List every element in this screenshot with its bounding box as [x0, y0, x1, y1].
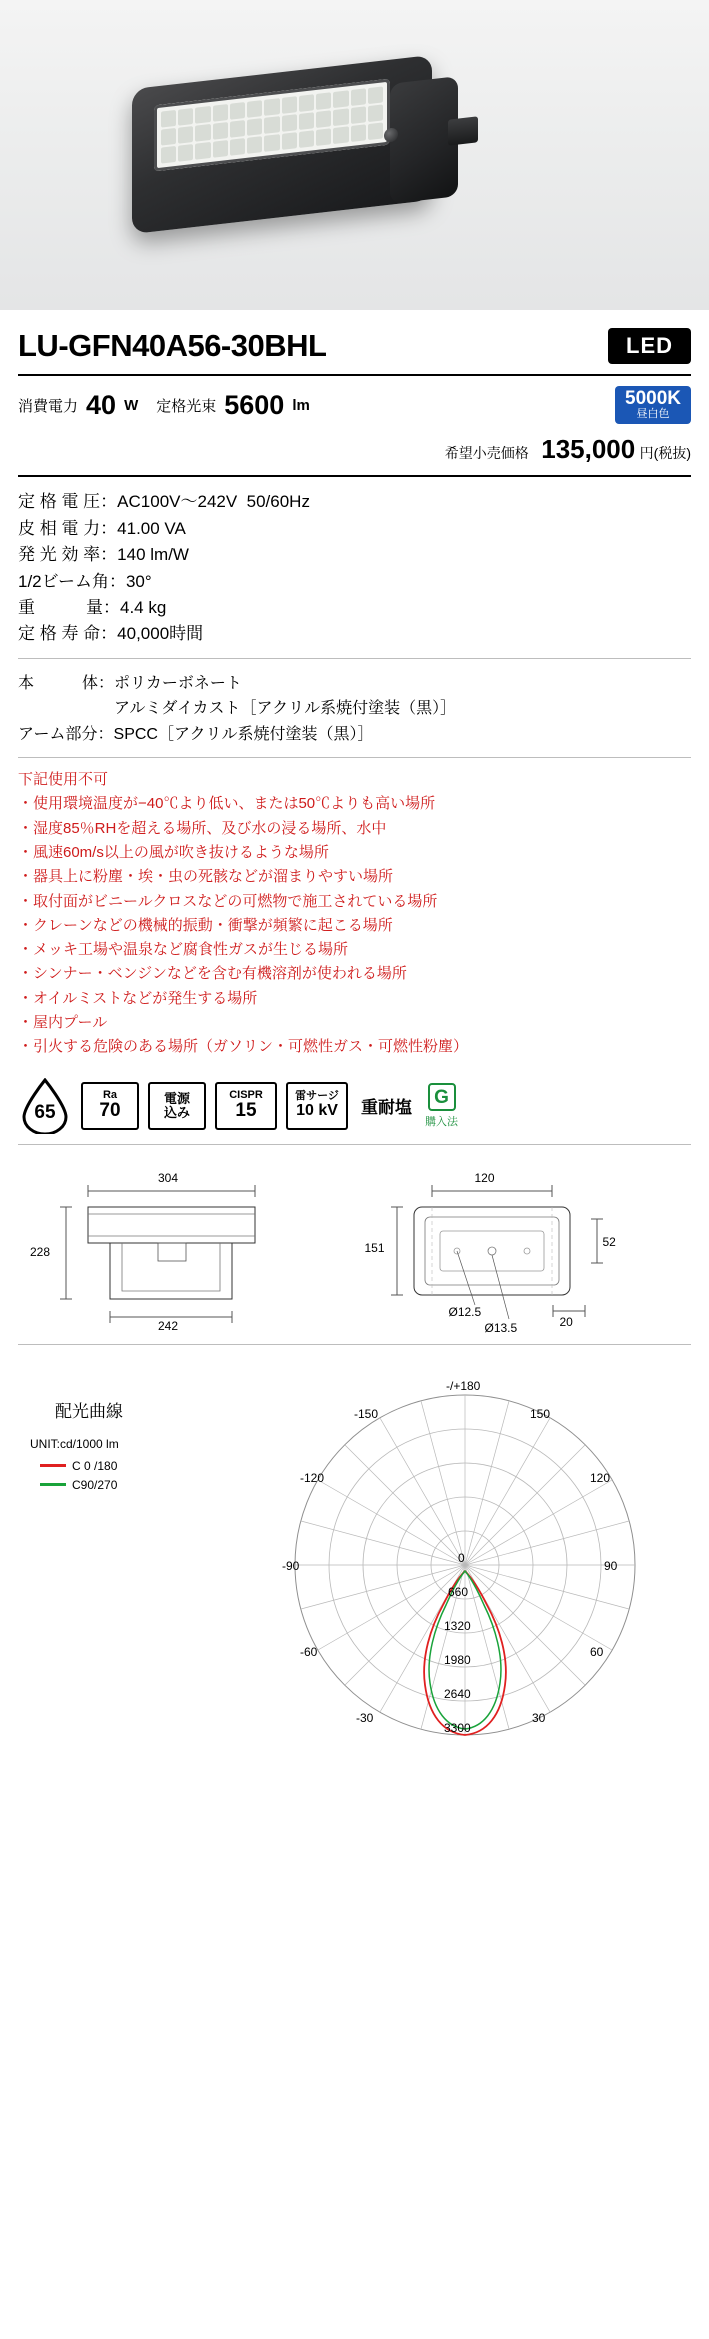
legend-swatch-c0 — [40, 1464, 66, 1467]
flux-label: 定格光束 — [156, 397, 217, 415]
dim-top-height: 151 — [364, 1240, 385, 1255]
material-body-2: アルミダイカスト［アクリル系焼付塗装（黒）］ — [18, 700, 457, 718]
water-drop-icon — [18, 1078, 72, 1134]
chart-title: 配光曲線 — [55, 1401, 123, 1421]
power-builtin-badge — [148, 1082, 206, 1130]
salt-resistant-badge: 重耐塩 — [361, 1098, 412, 1118]
chart-unit: UNIT:cd/1000 lm — [30, 1436, 119, 1451]
price-row — [0, 430, 709, 475]
legend-item-c0 — [40, 1459, 117, 1473]
ra-label: Ra — [102, 1088, 118, 1101]
spec-efficacy: 発 光 効 率：140 lm/W — [18, 545, 189, 565]
product-photo — [0, 0, 709, 310]
ip-rating-badge — [18, 1078, 72, 1134]
power-label: 消費電力 — [18, 397, 79, 415]
angle-label-neg30: -30 — [356, 1710, 374, 1725]
power-value: 40 — [86, 389, 117, 420]
color-temperature-badge — [615, 386, 691, 424]
headline-specs — [0, 376, 709, 430]
caution-section — [0, 758, 709, 1065]
ra-value: 70 — [99, 1100, 121, 1122]
price-unit: 円(税抜) — [639, 445, 691, 462]
radial-tick-2640: 2640 — [444, 1686, 471, 1701]
material-arm: アーム部分：SPCC［アクリル系焼付塗装（黒）］ — [18, 725, 374, 743]
cispr-value: 15 — [235, 1100, 257, 1122]
dim-front-base: 242 — [158, 1318, 179, 1333]
dim-front-height: 228 — [30, 1244, 51, 1259]
spec-voltage: 定 格 電 圧：AC100V〜242V 50/60Hz — [18, 492, 310, 512]
list-item: ・引火する危険のある場所（ガソリン・可燃性ガス・可燃性粉塵） — [18, 1038, 469, 1056]
list-item: ・使用環境温度が−40℃より低い、または50℃よりも高い場所 — [18, 795, 436, 813]
certification-badges — [0, 1066, 709, 1144]
dim-hole-2: Ø13.5 — [484, 1320, 518, 1335]
color-name: 昼白色 — [636, 407, 670, 420]
flux-value: 5600 — [224, 389, 285, 420]
top-view-drawing — [357, 1159, 700, 1334]
list-item: ・風速60m/s以上の風が吹き抜けるような場所 — [18, 843, 329, 861]
list-item: ・屋内プール — [18, 1014, 108, 1031]
spec-apparent-power: 皮 相 電 力：41.00 VA — [18, 518, 186, 538]
angle-label-120: 120 — [590, 1470, 611, 1485]
surge-badge — [286, 1082, 348, 1130]
list-item: ・取付面がビニールクロスなどの可燃物で施工されている場所 — [18, 892, 438, 910]
list-item: ・オイルミストなどが発生する場所 — [18, 989, 258, 1007]
spec-lifetime: 定 格 寿 命：40,000時間 — [18, 624, 204, 644]
radial-tick-1980: 1980 — [444, 1652, 471, 1667]
caution-heading: 下記使用不可 — [18, 771, 109, 789]
led-badge: LED — [608, 328, 691, 364]
green-purchase-label: 購入法 — [425, 1115, 458, 1128]
green-purchase-badge — [425, 1083, 458, 1129]
cispr-badge — [215, 1082, 277, 1130]
lamp-mounting-arm — [448, 116, 478, 145]
angle-label-90: 90 — [604, 1558, 618, 1573]
radial-tick-1320: 1320 — [444, 1618, 471, 1633]
list-item: ・シンナー・ベンジンなどを含む有機溶剤が使われる場所 — [18, 965, 407, 983]
power-unit: W — [124, 396, 139, 414]
angle-label-30: 30 — [532, 1710, 546, 1725]
caution-list — [18, 792, 691, 1059]
power-builtin-bottom: 込み — [163, 1104, 190, 1120]
spec-list — [0, 477, 709, 657]
angle-label-neg60: -60 — [300, 1644, 318, 1659]
flux-unit: lm — [292, 396, 310, 414]
list-item: ・クレーンなどの機械的振動・衝撃が頻繁に起こる場所 — [18, 916, 393, 934]
angle-label-150: 150 — [530, 1406, 551, 1421]
dim-top-width: 120 — [474, 1170, 495, 1185]
legend-item-c90 — [40, 1478, 117, 1492]
ip-rating-value: 65 — [34, 1101, 56, 1123]
dim-top-offset: 20 — [559, 1314, 573, 1329]
list-item: ・メッキ工場や温泉など腐食性ガスが生じる場所 — [18, 941, 349, 959]
legend-swatch-c90 — [40, 1483, 66, 1486]
price-label: 希望小売価格 — [444, 445, 529, 462]
dim-top-depth: 52 — [602, 1234, 616, 1249]
dimension-drawings — [0, 1145, 709, 1344]
legend-label-c0: C 0 /180 — [72, 1458, 118, 1473]
dim-front-width: 304 — [158, 1170, 179, 1185]
dim-hole-1: Ø12.5 — [448, 1304, 482, 1319]
chart-legend — [40, 1459, 117, 1497]
materials-list — [0, 659, 709, 758]
surge-value: 10 kV — [296, 1101, 338, 1119]
radial-tick-3300: 3300 — [444, 1720, 471, 1735]
angle-label-neg120: -120 — [300, 1470, 325, 1485]
radial-tick-0: 0 — [458, 1550, 465, 1565]
ra-badge — [81, 1082, 139, 1130]
power-builtin-top: 電源 — [163, 1090, 190, 1106]
price-value: 135,000 — [541, 434, 636, 465]
title-row — [0, 310, 709, 374]
surge-label: 雷サージ — [295, 1090, 339, 1103]
angle-label-60: 60 — [590, 1644, 604, 1659]
angle-label-neg90: -90 — [282, 1558, 300, 1573]
green-mark-icon: G — [428, 1083, 456, 1111]
list-item: ・湿度85％RHを超える場所、及び水の浸る場所、水中 — [18, 819, 387, 837]
material-body: 本 体：ポリカーボネート — [18, 674, 242, 692]
floodlight-illustration — [132, 62, 472, 232]
angle-label-neg150: -150 — [354, 1406, 379, 1421]
radial-tick-660: 660 — [448, 1584, 469, 1599]
list-item: ・器具上に粉塵・埃・虫の死骸などが溜まりやすい場所 — [18, 868, 394, 886]
spec-weight: 重 量：4.4 kg — [18, 597, 167, 617]
spec-beam-angle: 1/2ビーム角：30° — [18, 571, 152, 591]
kelvin-value: 5000K — [625, 388, 681, 409]
front-view-drawing — [10, 1159, 353, 1334]
photometric-chart — [0, 1345, 709, 1775]
legend-label-c90: C90/270 — [72, 1477, 118, 1492]
angle-label-180: -/+180 — [446, 1378, 481, 1393]
cispr-label: CISPR — [229, 1088, 263, 1101]
model-name: LU-GFN40A56-30BHL — [18, 328, 327, 363]
